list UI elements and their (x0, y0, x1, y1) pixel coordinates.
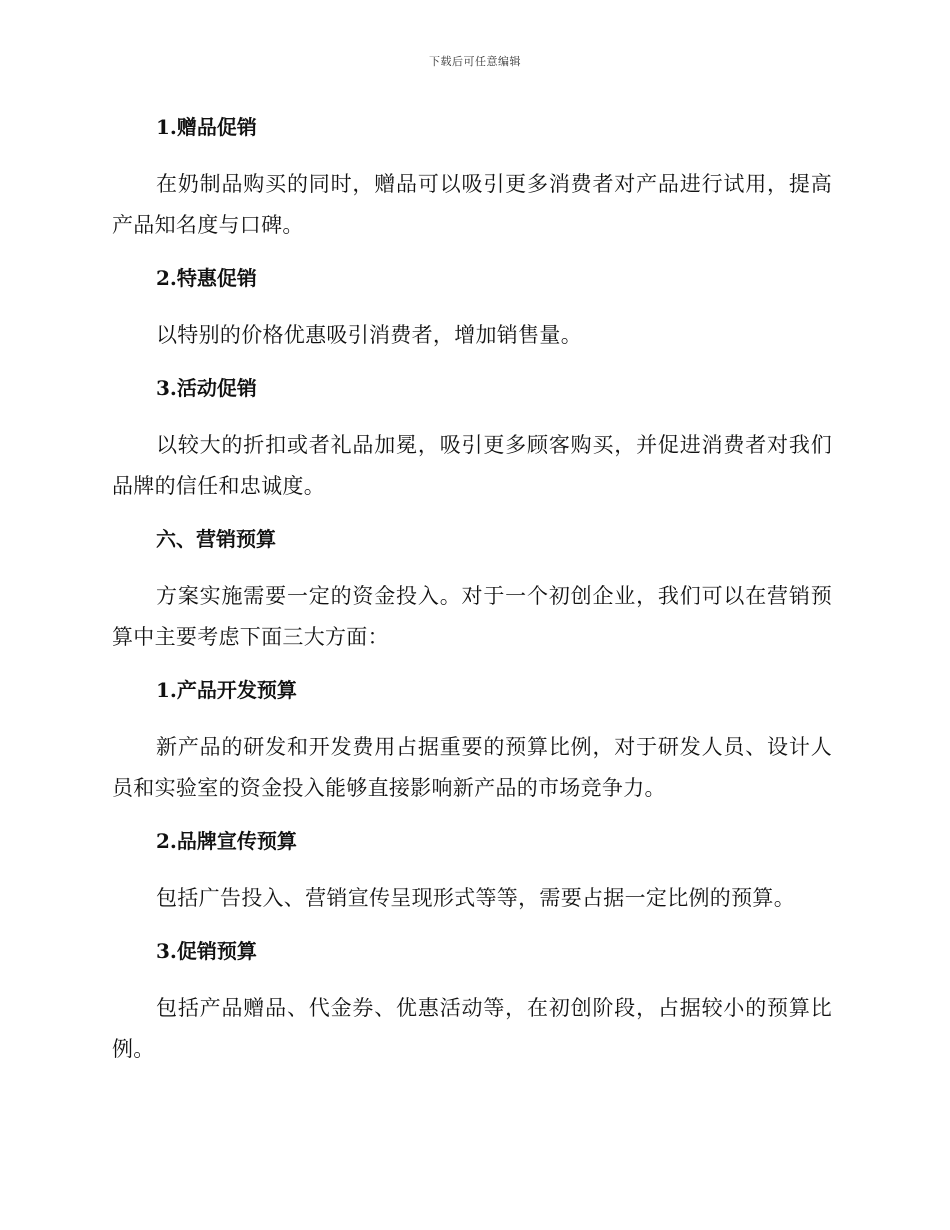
paragraph-marketing-budget: 方案实施需要一定的资金投入。对于一个初创企业，我们可以在营销预算中主要考虑下面三大方面： (112, 584, 832, 649)
section-heading-gift-promotion: 1.赠品促销 (156, 115, 257, 139)
section-heading-promotion-budget: 3.促销预算 (156, 939, 257, 963)
paragraph-brand-budget: 包括广告投入、营销宣传呈现形式等等，需要占据一定比例的预算。 (156, 886, 795, 910)
paragraph-product-dev-budget: 新产品的研发和开发费用占据重要的预算比例，对于研发人员、设计人员和实验室的资金投入能够直接影响新产品的市场竞争力。 (112, 735, 832, 800)
document-body (112, 110, 832, 1085)
section-heading-event-promotion: 3.活动促销 (156, 376, 257, 400)
paragraph-discount-promotion: 以特别的价格优惠吸引消费者，增加销售量。 (156, 323, 582, 347)
paragraph-gift-promotion: 在奶制品购买的同时，赠品可以吸引更多消费者对产品进行试用，提高产品知名度与口碑。 (112, 172, 832, 237)
paragraph-event-promotion: 以较大的折扣或者礼品加冕，吸引更多顾客购买，并促进消费者对我们品牌的信任和忠诚度。 (112, 433, 832, 498)
paragraph-promotion-budget: 包括产品赠品、代金券、优惠活动等，在初创阶段，占据较小的预算比例。 (112, 996, 832, 1061)
page-header-note: 下载后可任意编辑 (429, 55, 521, 68)
section-heading-discount-promotion: 2.特惠促销 (156, 266, 257, 290)
section-heading-brand-budget: 2.品牌宣传预算 (156, 829, 297, 853)
section-heading-product-dev-budget: 1.产品开发预算 (156, 678, 297, 702)
section-heading-marketing-budget: 六、营销预算 (156, 527, 276, 551)
